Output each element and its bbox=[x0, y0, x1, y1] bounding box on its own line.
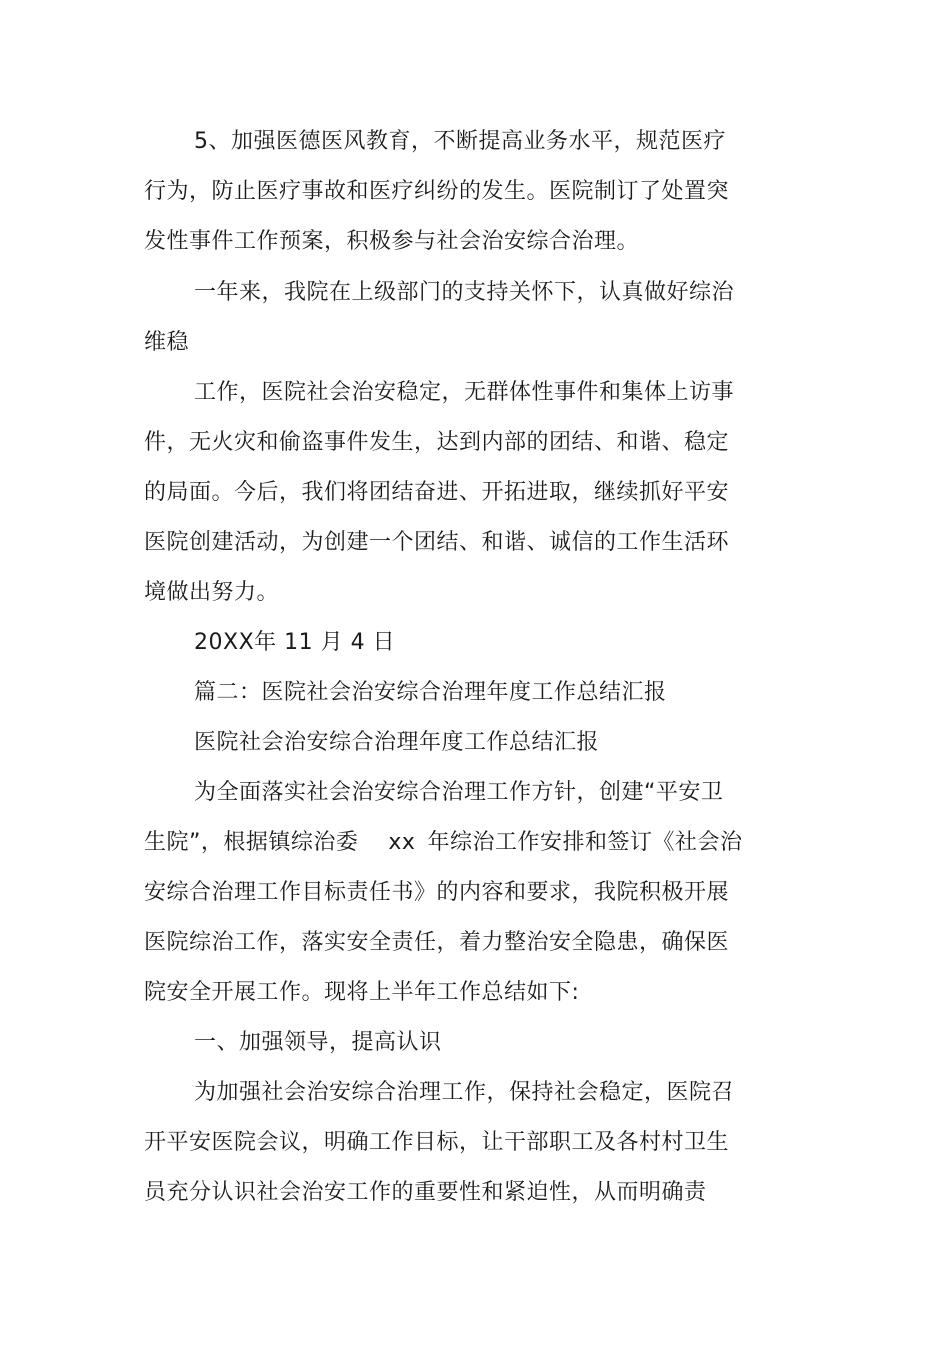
text-line: 一年来，我院在上级部门的支持关怀下，认真做好综治 bbox=[194, 280, 735, 305]
text-line: 安综合治理工作目标责任书》的内容和要求，我院积极开展 bbox=[144, 880, 730, 905]
text-line: 发性事件工作预案，积极参与社会治安综合治理。 bbox=[144, 229, 640, 254]
text-line: 医院创建活动，为创建一个团结、和谐、诚信的工作生活环 bbox=[144, 530, 730, 555]
text-line: 员充分认识社会治安工作的重要性和紧迫性，从而明确责 bbox=[144, 1180, 707, 1205]
section-heading: 篇二：医院社会治安综合治理年度工作总结汇报 bbox=[194, 680, 667, 705]
text-line: 5、加强医德医风教育，不断提高业务水平，规范医疗 bbox=[194, 129, 726, 154]
text-line: 为加强社会治安综合治理工作，保持社会稳定，医院召 bbox=[194, 1080, 735, 1105]
text-line: 境做出努力。 bbox=[144, 580, 280, 605]
document-title: 医院社会治安综合治理年度工作总结汇报 bbox=[194, 730, 600, 755]
text-line: 的局面。今后，我们将团结奋进、开拓进取，继续抓好平安 bbox=[144, 480, 730, 505]
text-segment: xx bbox=[388, 830, 416, 855]
section-heading: 一、加强领导，提高认识 bbox=[194, 1030, 442, 1055]
text-line: 为全面落实社会治安综合治理工作方针，创建“平安卫 bbox=[194, 780, 724, 805]
text-line: 件，无火灾和偷盗事件发生，达到内部的团结、和谐、稳定 bbox=[144, 430, 730, 455]
text-segment: 年综治工作安排和签订《社会治 bbox=[427, 830, 743, 855]
date-line: 20XX年 11 月 4 日 bbox=[194, 630, 396, 655]
text-line: 工作，医院社会治安稳定，无群体性事件和集体上访事 bbox=[194, 380, 735, 405]
text-line: 维稳 bbox=[144, 330, 190, 355]
text-line: 医院综治工作，落实安全责任，着力整治安全隐患，确保医 bbox=[144, 930, 730, 955]
text-segment: 生院”，根据镇综治委 bbox=[144, 830, 359, 855]
text-line bbox=[144, 828, 742, 858]
text-line: 开平安医院会议，明确工作目标，让干部职工及各村村卫生 bbox=[144, 1130, 730, 1155]
text-line: 行为，防止医疗事故和医疗纠纷的发生。医院制订了处置突 bbox=[144, 179, 730, 204]
text-line: 院安全开展工作。现将上半年工作总结如下: bbox=[144, 980, 580, 1005]
